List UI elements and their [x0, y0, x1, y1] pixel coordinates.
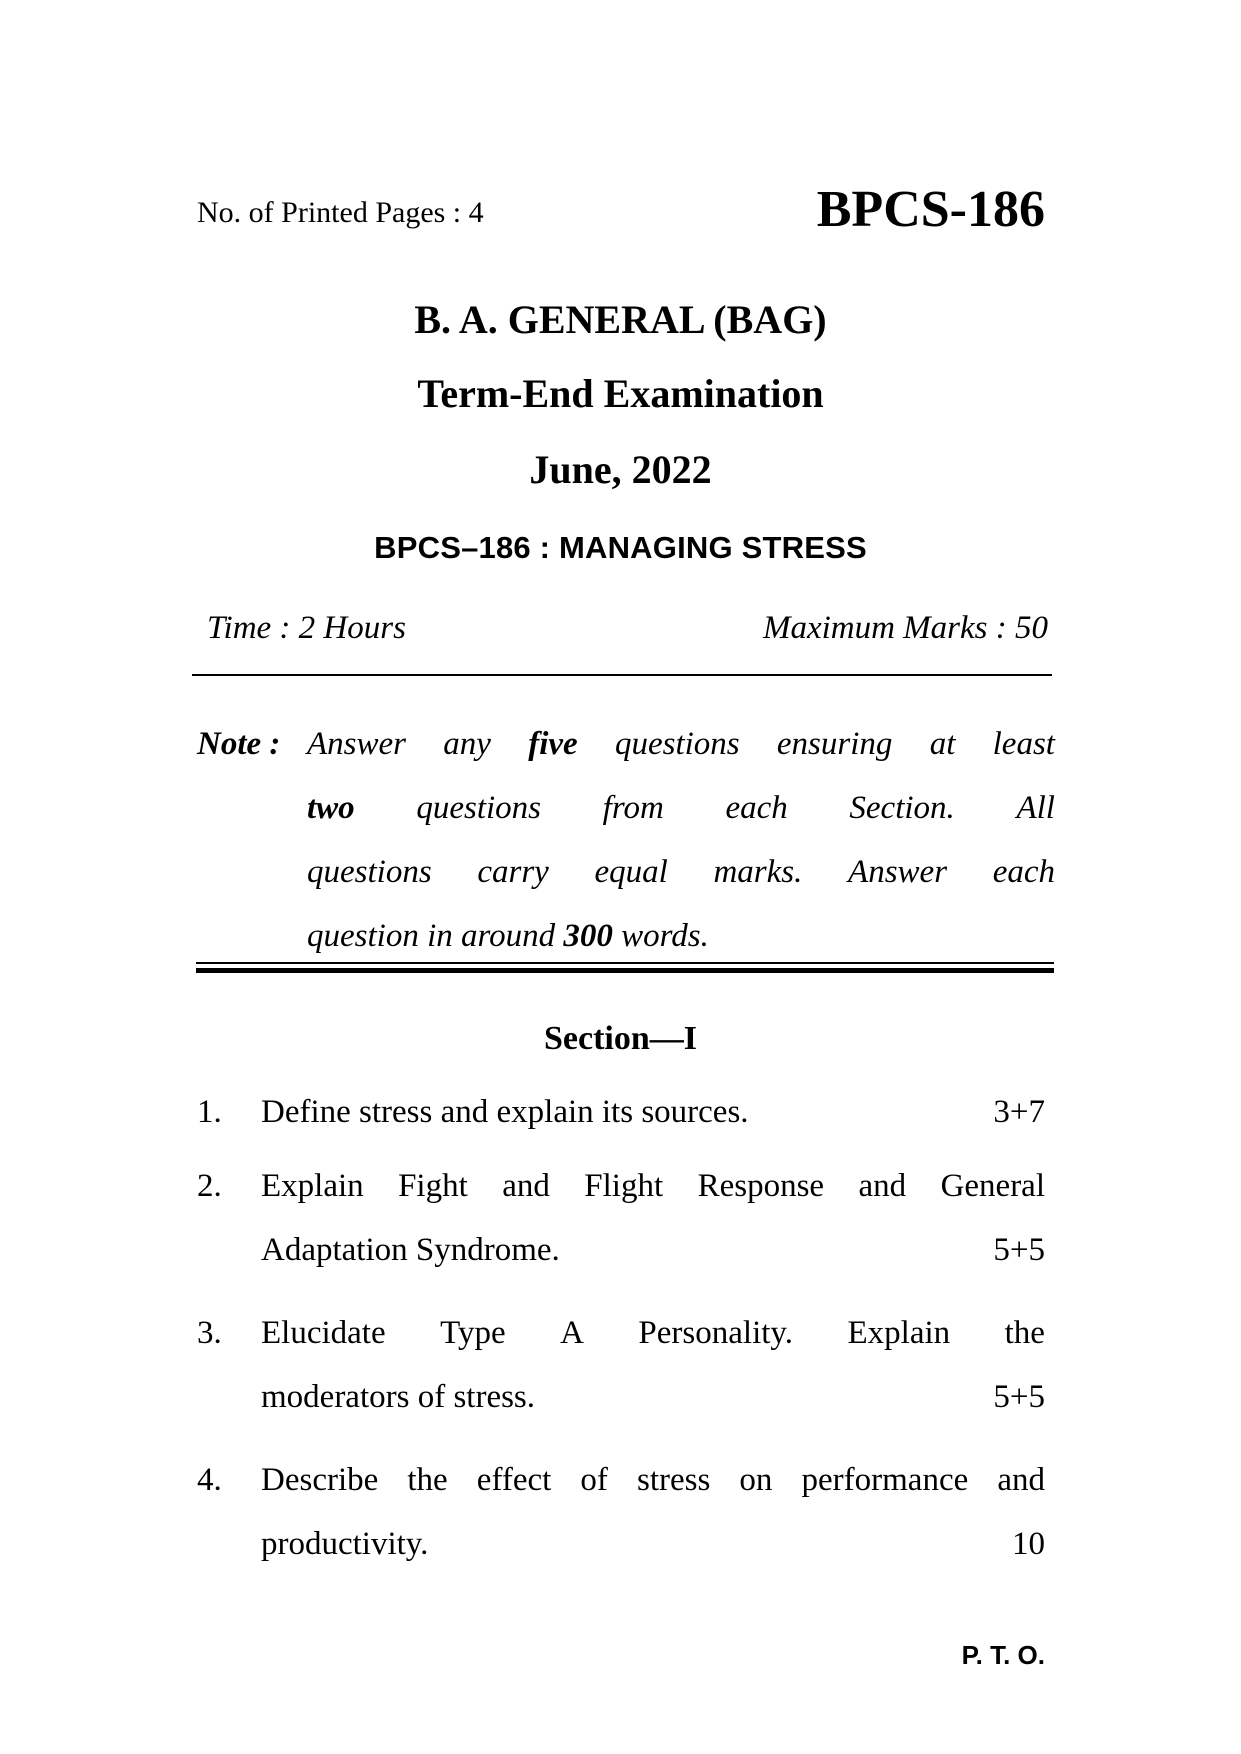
question-number: 3. [197, 1315, 222, 1351]
word: stress [636, 1462, 711, 1498]
word: Fight [398, 1168, 468, 1204]
word: effect [476, 1462, 552, 1498]
word: of [580, 1462, 608, 1498]
question-text-line-2: productivity. [261, 1526, 429, 1562]
question-text-line-2: moderators of stress. [261, 1379, 536, 1415]
note-word: least [992, 726, 1055, 762]
word: Flight [584, 1168, 664, 1204]
question-text-line-1 [261, 1462, 1045, 1499]
note-text: question in around [307, 918, 564, 954]
note-word: each [992, 854, 1055, 890]
note-label: Note : [197, 726, 281, 762]
word: and [858, 1168, 907, 1204]
double-rule-top [196, 962, 1054, 964]
note-word: Answer [307, 726, 406, 762]
section-heading: Section—I [544, 1020, 697, 1057]
programme-title: B. A. GENERAL (BAG) [414, 297, 827, 342]
note-word: questions [307, 854, 432, 890]
note-word: marks. [713, 854, 803, 890]
note-emphasis: 300 [563, 918, 613, 954]
question-number: 2. [197, 1168, 222, 1204]
note-word: ensuring [776, 726, 893, 762]
double-rule-bottom [196, 968, 1054, 973]
exam-title: Term-End Examination [417, 371, 824, 416]
paper-code: BPCS-186 [816, 181, 1045, 238]
word: performance [801, 1462, 969, 1498]
divider [192, 674, 1052, 676]
please-turn-over: P. T. O. [961, 1640, 1045, 1670]
word: A [560, 1315, 584, 1351]
note-word: from [602, 790, 664, 826]
exam-session: June, 2022 [529, 447, 712, 492]
note-text: words. [612, 918, 709, 954]
word: on [739, 1462, 773, 1498]
question-marks: 5+5 [993, 1379, 1045, 1415]
note-word: questions [416, 790, 542, 826]
note-word: questions [614, 726, 740, 762]
note-emphasis: two [307, 790, 355, 826]
course-title: BPCS–186 : MANAGING STRESS [374, 530, 867, 565]
word: the [407, 1462, 448, 1498]
word: and [997, 1462, 1045, 1498]
word: Explain [261, 1168, 364, 1204]
word: General [940, 1168, 1045, 1204]
word: Response [697, 1168, 825, 1204]
maximum-marks: Maximum Marks : 50 [762, 610, 1048, 646]
note-word: any [443, 726, 491, 762]
question-number: 4. [197, 1462, 222, 1498]
note-line-4 [307, 904, 709, 968]
question-marks: 3+7 [993, 1094, 1045, 1130]
question-marks: 5+5 [993, 1232, 1045, 1268]
word: Describe [261, 1462, 379, 1498]
word: Explain [847, 1315, 951, 1351]
question-marks: 10 [1012, 1526, 1045, 1562]
word: Type [440, 1315, 506, 1351]
note-word: carry [477, 854, 549, 890]
word: the [1004, 1315, 1045, 1351]
note-word: Section. [849, 790, 955, 826]
note-word: at [929, 726, 956, 762]
note-word: equal [594, 854, 668, 890]
question-text: Define stress and explain its sources. [261, 1094, 749, 1130]
word: Elucidate [261, 1315, 386, 1351]
word: and [502, 1168, 550, 1204]
note-word: All [1016, 790, 1055, 826]
note-line-2 [307, 776, 1055, 840]
question-number: 1. [197, 1094, 222, 1130]
note-emphasis: five [528, 726, 578, 762]
note-word: Answer [848, 854, 948, 890]
printed-pages-count: No. of Printed Pages : 4 [197, 196, 484, 229]
note-line-3 [307, 840, 1055, 904]
question-text-line-2: Adaptation Syndrome. [261, 1232, 560, 1268]
time-allowed: Time : 2 Hours [207, 610, 406, 646]
question-text-line-1 [261, 1168, 1045, 1205]
note-word: each [725, 790, 788, 826]
word: Personality. [638, 1315, 794, 1351]
note-line-1 [307, 712, 1055, 776]
question-text-line-1 [261, 1315, 1045, 1352]
